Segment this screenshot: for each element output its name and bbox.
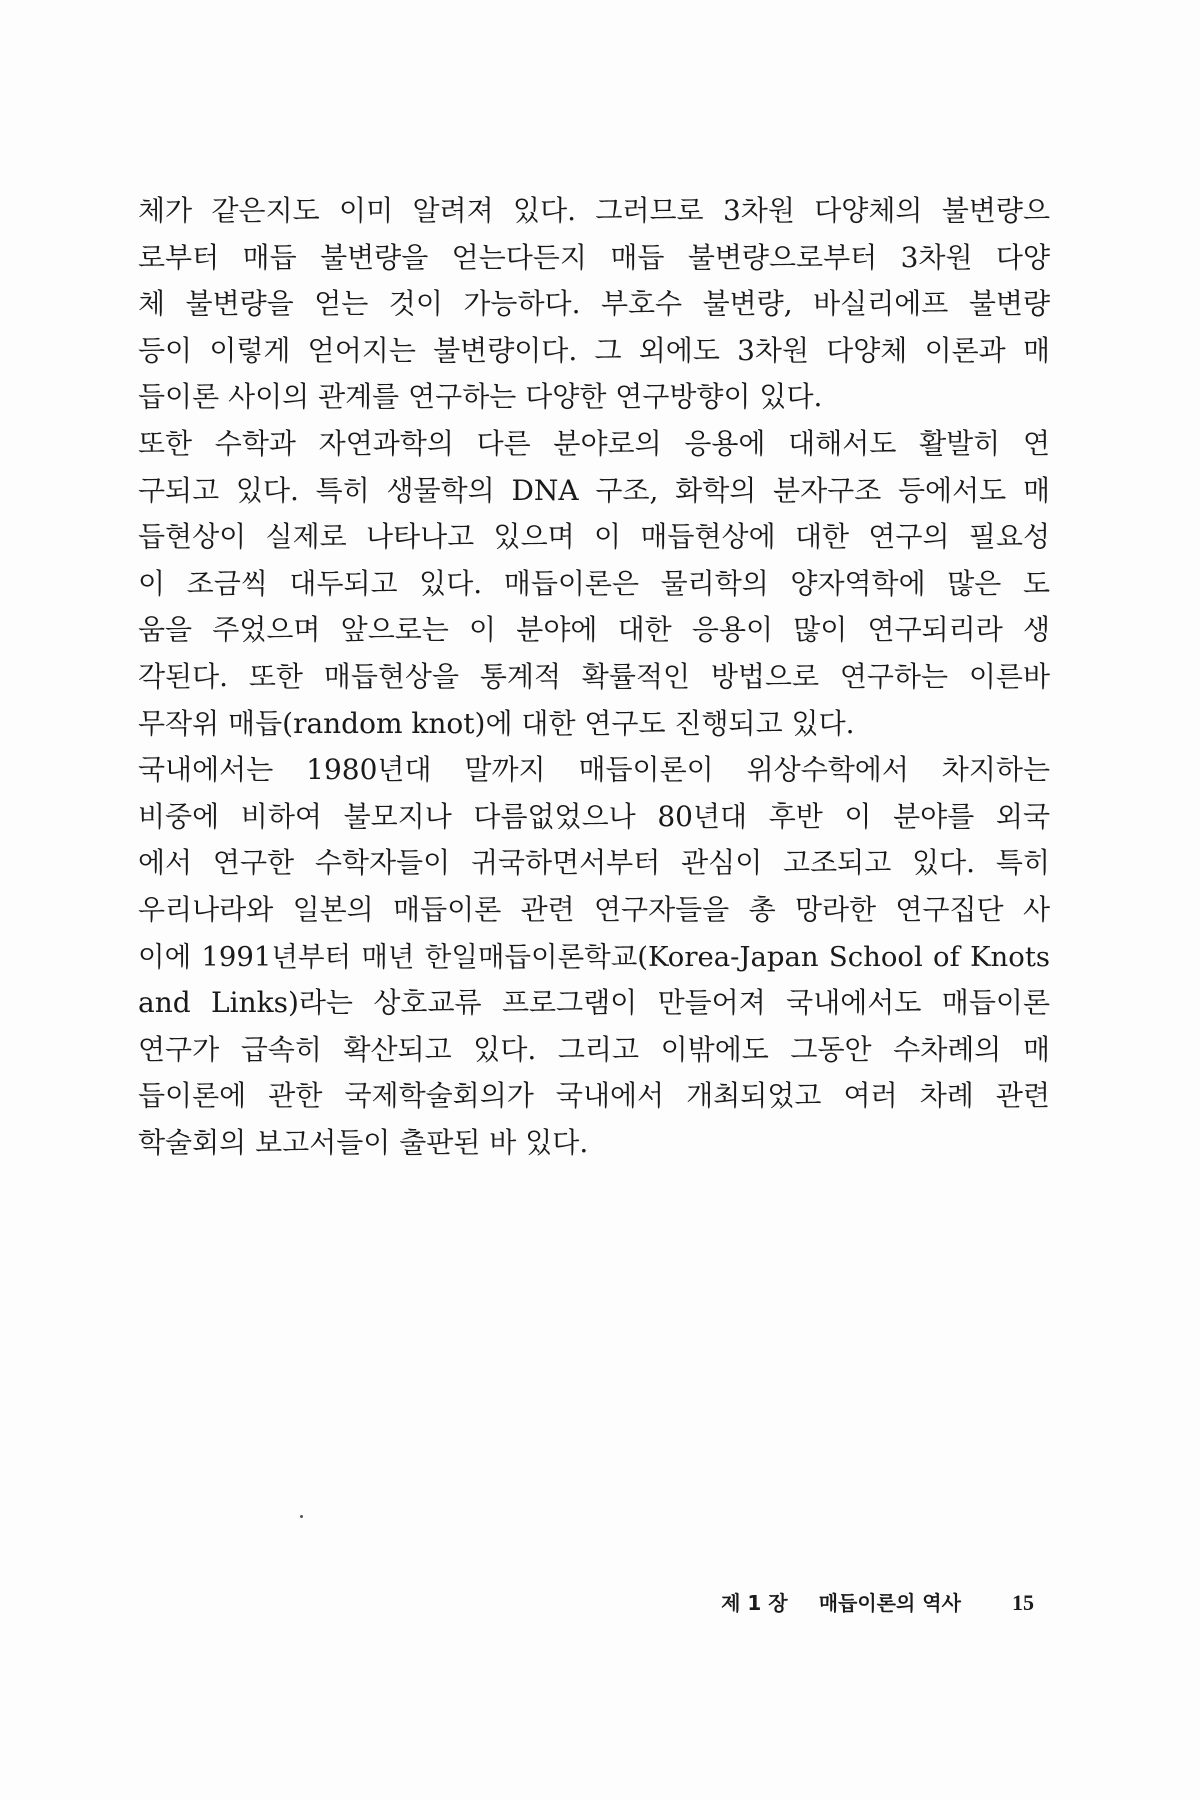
- text-line: 로부터 매듭 불변량을 얻는다든지 매듭 불변량으로부터 3차원 다양: [138, 240, 1050, 274]
- text-line: 국내에서는 1980년대 말까지 매듭이론이 위상수학에서 차지하는: [138, 753, 1050, 787]
- page-footer: [721, 1587, 1034, 1616]
- chapter-title: 매듭이론의 역사: [818, 1591, 961, 1615]
- text-line: 에서 연구한 수학자들이 귀국하면서부터 관심이 고조되고 있다. 특히: [138, 846, 1050, 880]
- text-line: 움을 주었으며 앞으로는 이 분야에 대한 응용이 많이 연구되리라 생: [138, 613, 1050, 647]
- text-line: 이 조금씩 대두되고 있다. 매듭이론은 물리학의 양자역학에 많은 도: [138, 566, 1050, 600]
- text-line: 또한 수학과 자연과학의 다른 분야로의 응용에 대해서도 활발히 연: [138, 426, 1050, 460]
- text-line: 무작위 매듭(random knot)에 대한 연구도 진행되고 있다.: [138, 706, 855, 740]
- print-speck: [300, 1515, 303, 1518]
- text-line: 듭이론에 관한 국제학술회의가 국내에서 개최되었고 여러 차례 관련: [138, 1079, 1050, 1113]
- text-line: 비중에 비하여 불모지나 다름없었으나 80년대 후반 이 분야를 외국: [138, 799, 1050, 833]
- text-line: 체 불변량을 얻는 것이 가능하다. 부호수 불변량, 바실리에프 불변량: [138, 287, 1050, 321]
- text-line: and Links)라는 상호교류 프로그램이 만들어져 국내에서도 매듭이론: [138, 986, 1050, 1020]
- text-line: 등이 이렇게 얻어지는 불변량이다. 그 외에도 3차원 다양체 이론과 매: [138, 333, 1050, 367]
- text-line: 듭이론 사이의 관계를 연구하는 다양한 연구방향이 있다.: [138, 380, 823, 414]
- text-line: 구되고 있다. 특히 생물학의 DNA 구조, 화학의 분자구조 등에서도 매: [138, 473, 1050, 507]
- text-line: 이에 1991년부터 매년 한일매듭이론학교(Korea-Japan School of Knots: [138, 940, 1050, 973]
- body-text: [138, 188, 1050, 1166]
- page-number: 15: [1012, 1590, 1034, 1615]
- text-line: 우리나라와 일본의 매듭이론 관련 연구자들을 총 망라한 연구집단 사: [138, 892, 1050, 926]
- text-line: 각된다. 또한 매듭현상을 통계적 확률적인 방법으로 연구하는 이른바: [138, 659, 1050, 693]
- chapter-number: 제 1 장: [721, 1591, 788, 1615]
- text-line: 체가 같은지도 이미 알려져 있다. 그러므로 3차원 다양체의 불변량으: [138, 194, 1050, 227]
- text-line: 듭현상이 실제로 나타나고 있으며 이 매듭현상에 대한 연구의 필요성: [138, 520, 1050, 554]
- text-line: 학술회의 보고서들이 출판된 바 있다.: [138, 1125, 589, 1159]
- text-line: 연구가 급속히 확산되고 있다. 그리고 이밖에도 그동안 수차례의 매: [138, 1032, 1050, 1066]
